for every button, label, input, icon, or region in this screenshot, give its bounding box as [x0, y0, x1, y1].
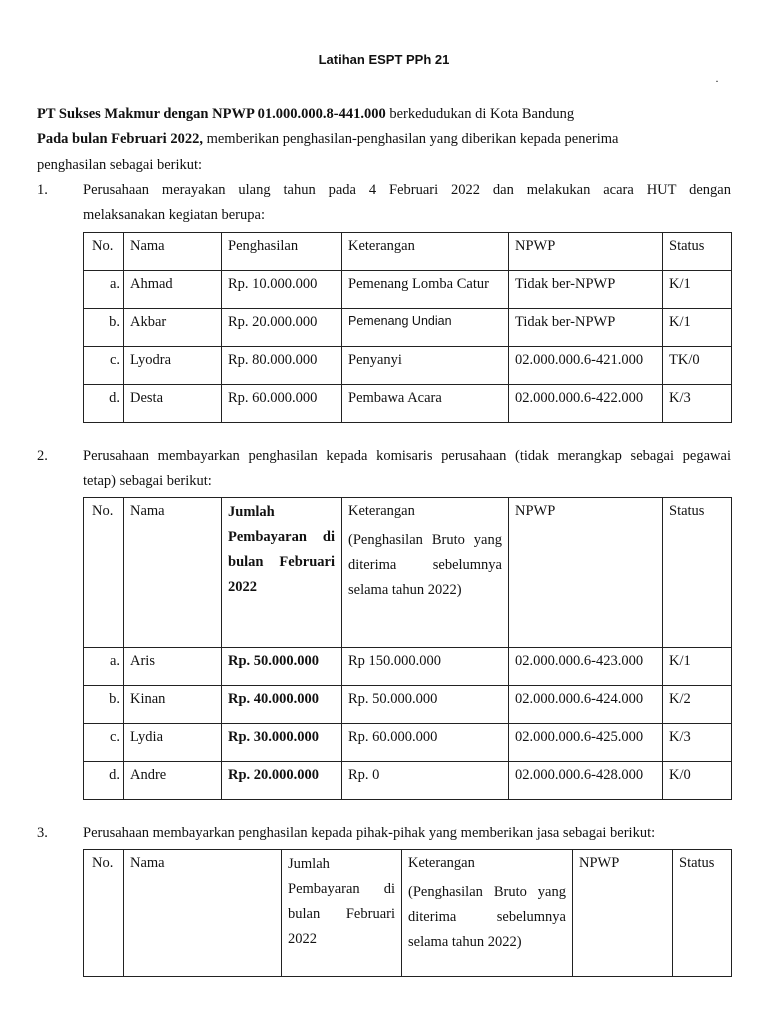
section3-text-line1: Perusahaan membayarkan penghasilan kepada pihak-pihak yang memberikan jasa sebagai berikut: — [83, 825, 656, 841]
cell-no: c. — [84, 347, 124, 385]
table-row — [84, 762, 732, 800]
section3-table — [83, 849, 732, 977]
cell-npwp: 02.000.000.6-423.000 — [509, 648, 663, 686]
cell-status: K/0 — [663, 762, 732, 800]
section1-table — [83, 232, 732, 423]
section2-table — [83, 497, 732, 800]
table-row — [84, 385, 732, 423]
cell-nama: Kinan — [124, 686, 222, 724]
cell-penghasilan: Rp. 80.000.000 — [222, 347, 342, 385]
cell-nama: Aris — [124, 648, 222, 686]
cell-keterangan: Pemenang Undian — [342, 309, 509, 347]
col-header-no: No. — [84, 233, 124, 271]
cell-no: c. — [84, 724, 124, 762]
cell-status: K/1 — [663, 271, 732, 309]
cell-status: K/3 — [663, 724, 732, 762]
intro-company-line — [37, 106, 574, 123]
cell-jumlah: Rp. 20.000.000 — [222, 762, 342, 800]
cell-no: d. — [84, 762, 124, 800]
cell-npwp: Tidak ber-NPWP — [509, 271, 663, 309]
cell-nama: Lydia — [124, 724, 222, 762]
table-row — [84, 686, 732, 724]
col-header-nama: Nama — [124, 498, 222, 648]
cell-npwp: 02.000.000.6-425.000 — [509, 724, 663, 762]
cell-keterangan: Rp. 0 — [342, 762, 509, 800]
col-header-jumlah: Jumlah Pembayaran di bulan Februari 2022 — [282, 850, 402, 977]
col-header-keterangan — [402, 850, 573, 977]
keterangan-note: (Penghasilan Bruto yang diterima sebelumnya selama tahun 2022) — [348, 532, 502, 599]
page-title: Latihan ESPT PPh 21 — [318, 52, 450, 67]
section2-header-row — [84, 498, 732, 648]
cell-npwp: 02.000.000.6-422.000 — [509, 385, 663, 423]
cell-jumlah: Rp. 50.000.000 — [222, 648, 342, 686]
cell-nama: Desta — [124, 385, 222, 423]
cell-penghasilan: Rp. 60.000.000 — [222, 385, 342, 423]
col-header-no: No. — [84, 850, 124, 977]
col-header-keterangan: Keterangan — [342, 233, 509, 271]
company-rest: berkedudukan di Kota Bandung — [385, 106, 575, 122]
col-header-jumlah: Jumlah Pembayaran di bulan Februari 2022 — [222, 498, 342, 648]
section3-number: 3. — [37, 825, 48, 841]
cell-no: a. — [84, 648, 124, 686]
cell-npwp: Tidak ber-NPWP — [509, 309, 663, 347]
col-header-status: Status — [663, 498, 732, 648]
col-header-nama: Nama — [124, 233, 222, 271]
cell-npwp: 02.000.000.6-424.000 — [509, 686, 663, 724]
cell-keterangan: Rp. 50.000.000 — [342, 686, 509, 724]
cell-npwp: 02.000.000.6-428.000 — [509, 762, 663, 800]
period-label: Pada bulan Februari 2022, — [37, 131, 203, 147]
intro-period-line — [37, 131, 618, 148]
cell-keterangan: Pembawa Acara — [342, 385, 509, 423]
section1-header-row — [84, 233, 732, 271]
col-header-penghasilan: Penghasilan — [222, 233, 342, 271]
company-name: PT Sukses Makmur dengan NPWP 01.000.000.8-441.000 — [37, 106, 386, 122]
col-header-status: Status — [673, 850, 732, 977]
cell-keterangan: Rp. 60.000.000 — [342, 724, 509, 762]
cell-nama: Andre — [124, 762, 222, 800]
table-row — [84, 347, 732, 385]
col-header-npwp: NPWP — [509, 233, 663, 271]
section3-header-row — [84, 850, 732, 977]
cell-status: K/1 — [663, 309, 732, 347]
cell-penghasilan: Rp. 10.000.000 — [222, 271, 342, 309]
col-header-keterangan — [342, 498, 509, 648]
cell-keterangan: Pemenang Lomba Catur — [342, 271, 509, 309]
cell-penghasilan: Rp. 20.000.000 — [222, 309, 342, 347]
cell-nama: Ahmad — [124, 271, 222, 309]
table-row — [84, 648, 732, 686]
col-header-nama: Nama — [124, 850, 282, 977]
section2-text-line2: tetap) sebagai berikut: — [83, 473, 212, 489]
section1-text-line1: Perusahaan merayakan ulang tahun pada 4 Februari 2022 dan melakukan acara HUT dengan — [83, 182, 731, 198]
section1-text-line2: melaksanakan kegiatan berupa: — [83, 207, 265, 223]
col-header-no: No. — [84, 498, 124, 648]
cell-no: a. — [84, 271, 124, 309]
cell-keterangan: Rp 150.000.000 — [342, 648, 509, 686]
cell-status: K/3 — [663, 385, 732, 423]
col-header-status: Status — [663, 233, 732, 271]
cell-jumlah: Rp. 40.000.000 — [222, 686, 342, 724]
cell-no: d. — [84, 385, 124, 423]
intro-line-3: penghasilan sebagai berikut: — [37, 157, 203, 173]
cell-nama: Lyodra — [124, 347, 222, 385]
table-row — [84, 271, 732, 309]
keterangan-label: Keterangan — [348, 503, 415, 519]
cell-nama: Akbar — [124, 309, 222, 347]
cell-keterangan: Penyanyi — [342, 347, 509, 385]
period-rest: memberikan penghasilan-penghasilan yang diberikan kepada penerima — [202, 131, 619, 147]
keterangan-label: Keterangan — [408, 855, 475, 871]
cell-status: TK/0 — [663, 347, 732, 385]
cell-no: b. — [84, 309, 124, 347]
section2-number: 2. — [37, 448, 48, 464]
col-header-npwp: NPWP — [509, 498, 663, 648]
keterangan-note: (Penghasilan Bruto yang diterima sebelumnya selama tahun 2022) — [408, 884, 566, 951]
table-row — [84, 724, 732, 762]
cell-status: K/2 — [663, 686, 732, 724]
section2-text-line1: Perusahaan membayarkan penghasilan kepada komisaris perusahaan (tidak merangkap sebagai pegawai — [83, 448, 731, 464]
col-header-npwp: NPWP — [573, 850, 673, 977]
cell-npwp: 02.000.000.6-421.000 — [509, 347, 663, 385]
table-row — [84, 309, 732, 347]
cell-jumlah: Rp. 30.000.000 — [222, 724, 342, 762]
cell-status: K/1 — [663, 648, 732, 686]
cell-no: b. — [84, 686, 124, 724]
stray-mark: · — [715, 74, 719, 88]
section1-number: 1. — [37, 182, 48, 198]
